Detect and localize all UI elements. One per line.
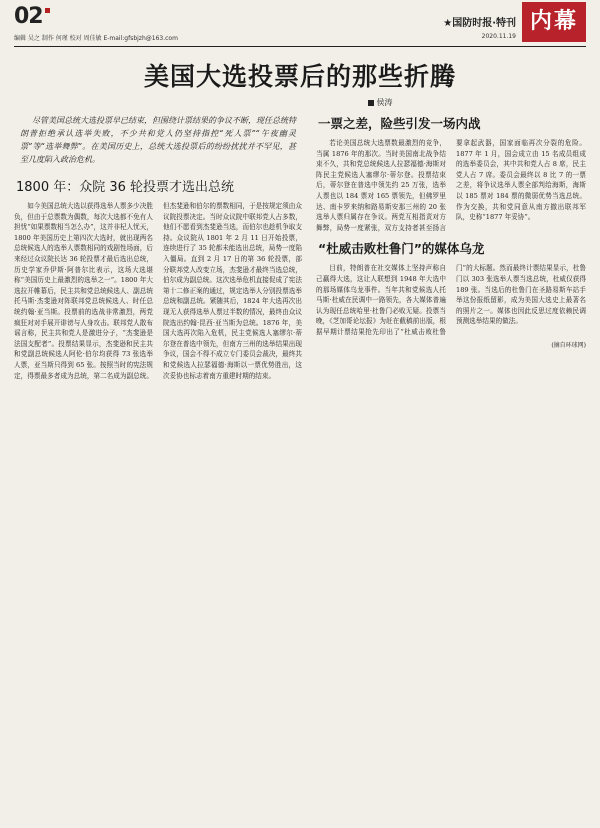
left-column bbox=[14, 108, 302, 820]
page-number: 02 bbox=[14, 4, 50, 29]
section-body-dewey: 目前，特朗普在社交媒体上坚持声称自己赢得大选，这让人联想到 1948 年大选中的那场媒体乌龙事件。当年共和党候选人托马斯·杜威在民调中一路领先，各大媒体普遍认为现任总统哈里·杜鲁门必败无疑。投票当晚，《芝加哥论坛报》为赶在截稿前出版，根据早期计票结果抢先印出了“杜威击败杜鲁门”的大标题。然而最终计票结果显示，杜鲁门以 303 张选举人票当选总统，杜威仅获得 189 张。当选后的杜鲁门在圣路易斯车站手举这份报纸留影，成为美国大选史上最著名的照片之一。媒体也因此反思过度依赖民调预测选举结果的做法。 bbox=[316, 264, 586, 336]
newspaper-brand: ★国防时报·特刊 bbox=[443, 18, 516, 29]
section-body-1800: 如今美国总统大选以获得选举人票多少决胜负，但由于总票数为偶数，每次大选都不免有人担忧“如果票数相当怎么办”，这并非杞人忧天，1800 年美国历史上第四次大选时，就出现两名总统候选人的选举人票数相同的戏剧性场面，后来经过众议院长达 36 轮投票才最后选出总统，历史学家乔伊斯·阿普尔比表示，这场大选堪称“美国历史上最激烈的选举之一”。1800 年大选拉开帷幕后，民主共和党总统候选人、副总统托马斯·杰斐逊对阵联邦党总统候选人、时任总统约翰·亚当斯。投票前的选战非常激烈，两党疯狂对对手展开诽谤与人身攻击。联邦党人散布谣言称，民主共和党人是激进分子，“杰斐逊是法国支配者”。投票结果显示，杰斐逊和民主共和党副总统候选人阿伦·伯尔均获得 73 张选举人票，亚当斯只得到 65 张。按照当时的宪法规定，得票最多者成为总统，第二名成为副总统。但杰斐逊和伯尔的票数相同，于是按规定须由众议院投票决定。当时众议院中联邦党人占多数，他们不愿看到杰斐逊当选，而伯尔也趁机争取支持。众议院从 1801 年 2 月 11 日开始投票，连续进行了 35 轮都未能选出总统，局势一度陷入僵局。直到 2 月 17 日的第 36 轮投票，部分联邦党人改变立场，杰斐逊才最终当选总统，伯尔成为副总统。这次选举危机直接促成了宪法第十二修正案的通过，规定选举人分别投票选举总统和副总统。紧随其后，1824 年大选再次出现无人获得选举人票过半数的情况，最终由众议院选出约翰·昆西·亚当斯为总统。1876 年，美国大选再次陷入危机，民主党候选人塞缪尔·蒂尔登在普选中领先，但南方三州的选举结果出现争议，国会不得不成立专门委员会裁决，最终共和党候选人拉瑟福德·海斯以一票优势胜出，这次妥协也标志着南方重建时期的结束。 bbox=[14, 202, 302, 380]
square-bullet-icon bbox=[368, 100, 374, 106]
section-title-one-vote: 一票之差，险些引发一场内战 bbox=[318, 116, 481, 131]
issue-date: 2020.11.19 bbox=[481, 33, 516, 40]
section-title-dewey: “杜威击败杜鲁门”的媒体乌龙 bbox=[318, 241, 485, 257]
editor-credits: 编辑 吴之 制作 何瑾 校对 周佳敏 E-mail:gfsbjzh@163.com bbox=[14, 35, 178, 42]
section-body-one-vote: 若论美国总统大选票数最激烈的竞争，当属 1876 年的那次。当时美国南北战争结束不久，共和党总统候选人拉瑟福德·海斯对阵民主党候选人塞缪尔·蒂尔登。投票结束后，蒂尔登在普选中领先约 25 万张，选举人票也以 184 票对 165 票领先，但佛罗里达、南卡罗来纳和路易斯安那三州的 20 张选举人票归属存在争议。两党互相指责对方舞弊，局势一度紧张，双方支持者甚至扬言要拿起武器，国家面临再次分裂的危险。1877 年 1 月，国会成立由 15 名成员组成的选举委员会，其中共和党人占 8 席，民主党人占 7 席。委员会最终以 8 比 7 的一票之差，将争议选举人票全部判给海斯，海斯以 185 票对 184 票的微弱优势当选总统。作为交换，共和党同意从南方撤出联邦军队，史称“1877 年妥协”。 bbox=[316, 139, 586, 232]
article-headline: 美国大选投票后的那些折腾 bbox=[143, 62, 456, 91]
column-title-box: 内幕 bbox=[522, 2, 586, 42]
author-byline: 侯涛 bbox=[174, 97, 586, 108]
right-column bbox=[316, 108, 586, 820]
source-signature: (摘自环球网) bbox=[551, 341, 586, 349]
section-title-1800: 1800 年：众院 36 轮投票才选出总统 bbox=[16, 180, 235, 195]
masthead bbox=[14, 0, 586, 47]
lead-paragraph: 尽管美国总统大选投票早已结束，但围绕计票结果的争议不断，现任总统特朗普拒绝承认选举失败，不少共和党人仍坚持指控“死人票”“午夜幽灵票”等“选举舞弊”。在美国历史上，总统大选投票后的纷纷扰扰并不罕见，甚至几度陷入政治危机。 bbox=[20, 116, 296, 164]
